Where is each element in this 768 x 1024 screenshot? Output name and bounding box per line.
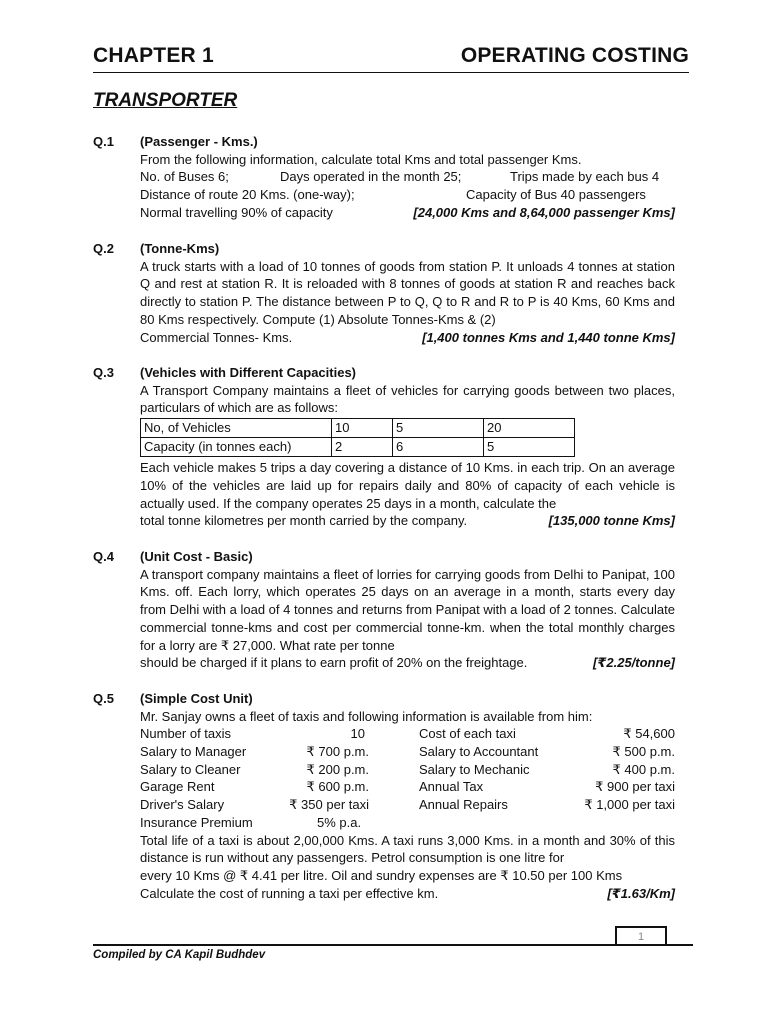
table-cell: 10 (332, 419, 393, 438)
cost-value: ₹ 400 p.m. (612, 761, 675, 777)
cost-row (140, 796, 675, 814)
question-number: Q.3 (93, 365, 114, 380)
question-number: Q.4 (93, 549, 114, 564)
cost-value: 10 (350, 726, 365, 742)
table-cell: 5 (484, 438, 575, 457)
table-cell: Capacity (in tonnes each) (141, 438, 332, 457)
question-text: A transport company maintains a fleet of lorries for carrying goods from Delhi to Panipat, 100 Kms. off. Each lorry, which operates 25 days on an average in a month, starts every day from Delhi with a load of 4 tonnes and returns from Panipat with a load of 2 tonnes. Calculate commercial tonne-kms and cost per commercial tonne-km. when the total monthly charges for a lorry are ₹ 27,000. What rate per tonne (140, 566, 675, 653)
answer: [1,400 tonnes Kms and 1,440 tonne Kms] (422, 329, 675, 345)
cost-row (140, 778, 675, 796)
cost-value: ₹ 500 p.m. (612, 744, 675, 760)
footer-divider (93, 944, 693, 946)
distance-info: Distance of route 20 Kms. (one-way); (140, 187, 355, 203)
answer: [₹2.25/tonne] (593, 655, 675, 671)
question-number: Q.1 (93, 134, 114, 149)
chapter-topic: OPERATING COSTING (460, 44, 689, 67)
question-text: Total life of a taxi is about 2,00,000 Kms. A taxi runs 3,000 Kms. in a month and 30% of this distance is run without any passengers. Petrol consumption is one litre for (140, 832, 675, 866)
question-number: Q.2 (93, 241, 114, 256)
question-title: (Tonne-Kms) (140, 241, 220, 256)
answer: [24,000 Kms and 8,64,000 passenger Kms] (413, 204, 675, 220)
answer: [₹1.63/Km] (607, 885, 675, 901)
question-1 (93, 133, 689, 221)
question-2 (93, 240, 689, 346)
vehicles-table (140, 418, 575, 457)
trips-info: Trips made by each bus 4 (510, 169, 660, 185)
question-text-end: Calculate the cost of running a taxi per effective km. (140, 885, 439, 901)
question-number: Q.5 (93, 691, 114, 706)
question-text: A truck starts with a load of 10 tonnes of goods from station P. It unloads 4 tonnes at station Q and rest at station R. It is reloaded with 8 tonnes of goods at station R and reaches back directly to station P. The distance between P to Q, Q to R and R to P is 40 Kms, 60 Kms and 80 Kms respectively. Compute (1) Absolute Tonnes-Kms & (2) (140, 258, 675, 327)
cost-value: ₹ 200 p.m. (306, 761, 369, 777)
days-info: Days operated in the month 25; (280, 169, 462, 185)
question-text-end: total tonne kilometres per month carried by the company. (140, 513, 468, 529)
question-text: A Transport Company maintains a fleet of vehicles for carrying goods between two places, particulars of which are as follows: (140, 382, 675, 416)
cost-value: ₹ 54,600 (623, 726, 675, 742)
page-number: 1 (615, 926, 667, 946)
question-3 (93, 364, 689, 530)
section-title: TRANSPORTER (93, 90, 238, 111)
cost-row (140, 761, 675, 779)
cost-row (140, 725, 675, 743)
capacity-info: Capacity of Bus 40 passengers (466, 187, 646, 203)
cost-label: Number of taxis (140, 726, 232, 742)
cost-row (140, 743, 675, 761)
cost-label: Garage Rent (140, 779, 215, 795)
normal-info: Normal travelling 90% of capacity (140, 204, 333, 220)
question-text: Each vehicle makes 5 trips a day covering a distance of 10 Kms. in each trip. On an average 10% of the vehicles are laid up for repairs daily and 80% of capacity of each vehicle is actually used. If the company operates 25 days in a month, calculate the (140, 460, 675, 511)
cost-label: Salary to Accountant (419, 744, 539, 760)
cost-label: Annual Repairs (419, 797, 508, 813)
cost-label: Annual Tax (419, 779, 484, 795)
cost-value: ₹ 900 per taxi (595, 779, 675, 795)
table-cell: 20 (484, 419, 575, 438)
chapter-number: CHAPTER 1 (93, 44, 214, 67)
chapter-header (93, 44, 689, 73)
table-cell: 6 (393, 438, 484, 457)
cost-row (140, 814, 675, 832)
table-row (141, 438, 575, 457)
petrol-line: every 10 Kms @ ₹ 4.41 per litre. Oil and sundry expenses are ₹ 10.50 per 100 Kms (140, 867, 623, 883)
question-text: Mr. Sanjay owns a fleet of taxis and following information is available from him: (140, 708, 593, 724)
question-4 (93, 548, 689, 672)
question-text-end: should be charged if it plans to earn profit of 20% on the freightage. (140, 655, 528, 671)
compiled-by: Compiled by CA Kapil Budhdev (93, 949, 266, 961)
cost-label: Insurance Premium (140, 814, 253, 830)
table-cell: 2 (332, 438, 393, 457)
cost-label: Salary to Manager (140, 744, 247, 760)
cost-label: Cost of each taxi (419, 726, 516, 742)
question-title: (Unit Cost - Basic) (140, 549, 253, 564)
question-title: (Passenger - Kms.) (140, 134, 258, 149)
question-title: (Vehicles with Different Capacities) (140, 365, 357, 380)
question-title: (Simple Cost Unit) (140, 691, 253, 706)
answer: [135,000 tonne Kms] (548, 513, 675, 529)
question-text: From the following information, calculate total Kms and total passenger Kms. (140, 151, 582, 167)
cost-value: 5% p.a. (317, 814, 362, 830)
buses-info: No. of Buses 6; (140, 169, 229, 185)
question-5 (93, 690, 689, 902)
cost-label: Driver's Salary (140, 797, 225, 813)
question-text-end: Commercial Tonnes- Kms. (140, 329, 293, 345)
cost-label: Salary to Cleaner (140, 761, 241, 777)
cost-value: ₹ 1,000 per taxi (584, 797, 675, 813)
question-text (140, 867, 675, 885)
table-row (141, 419, 575, 438)
cost-value: ₹ 600 p.m. (306, 779, 369, 795)
cost-value: ₹ 350 per taxi (289, 797, 369, 813)
cost-label: Salary to Mechanic (419, 761, 530, 777)
table-cell: No, of Vehicles (141, 419, 332, 438)
cost-value: ₹ 700 p.m. (306, 744, 369, 760)
table-cell: 5 (393, 419, 484, 438)
